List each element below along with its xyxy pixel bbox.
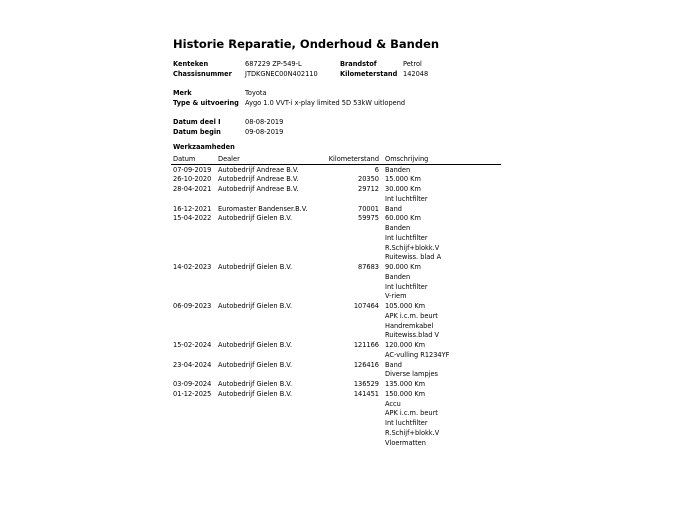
cell-dealer: Autobedrijf Andreae B.V. — [218, 165, 299, 174]
table-row — [0, 419, 685, 429]
datum-deel-value: 08-08-2019 — [245, 118, 284, 126]
table-row — [0, 331, 685, 341]
table-row — [0, 195, 685, 205]
cell-kilometerstand: 126416 — [353, 360, 379, 369]
table-row — [0, 429, 685, 439]
cell-omschrijving: Band — [385, 204, 402, 213]
cell-kilometerstand: 6 — [374, 165, 379, 174]
cell-datum: 23-04-2024 — [173, 360, 212, 369]
cell-datum: 03-09-2024 — [173, 380, 212, 388]
cell-omschrijving: 60.000 Km — [385, 214, 421, 223]
cell-datum: 26-10-2020 — [173, 175, 212, 184]
table-row — [0, 185, 685, 195]
table-row — [0, 361, 685, 371]
cell-omschrijving: Accu — [385, 399, 401, 408]
cell-omschrijving: Vloermatten — [385, 438, 426, 447]
merk-label: Merk — [173, 89, 192, 97]
cell-kilometerstand: 121166 — [353, 341, 379, 349]
cell-omschrijving: Handremkabel — [385, 321, 434, 330]
cell-omschrijving: Int luchtfilter — [385, 194, 428, 203]
table-row — [0, 400, 685, 410]
table-row — [0, 273, 685, 283]
cell-omschrijving: APK i.c.m. beurt — [385, 409, 438, 418]
cell-datum: 07-09-2019 — [173, 165, 212, 174]
cell-omschrijving: Diverse lampjes — [385, 370, 438, 379]
cell-kilometerstand: 107464 — [353, 302, 379, 310]
page-title: Historie Reparatie, Onderhoud & Banden — [173, 37, 440, 51]
brandstof-label: Brandstof — [340, 60, 377, 68]
table-row — [0, 234, 685, 244]
cell-kilometerstand: 87683 — [358, 263, 379, 271]
cell-dealer: Autobedrijf Gielen B.V. — [218, 263, 293, 271]
table-row — [0, 312, 685, 322]
cell-dealer: Autobedrijf Andreae B.V. — [218, 185, 299, 193]
cell-datum: 06-09-2023 — [173, 302, 212, 310]
cell-omschrijving: 15.000 Km — [385, 175, 421, 184]
cell-omschrijving: R.Schijf+blokk.V — [385, 428, 440, 437]
chassis-value: JTDKGNEC00N402110 — [245, 70, 318, 78]
header-kilometerstand: Kilometerstand — [328, 155, 379, 163]
table-row — [0, 166, 685, 176]
table-row — [0, 214, 685, 224]
cell-omschrijving: Int luchtfilter — [385, 282, 428, 291]
cell-datum: 14-02-2023 — [173, 263, 212, 271]
kenteken-label: Kenteken — [173, 60, 209, 68]
cell-omschrijving: AC-vulling R1234YF — [385, 350, 450, 359]
cell-omschrijving: 135.000 Km — [385, 380, 426, 388]
kenteken-value: 687229 ZP-549-L — [245, 60, 302, 68]
cell-dealer: Autobedrijf Gielen B.V. — [218, 302, 293, 310]
cell-kilometerstand: 136529 — [353, 380, 379, 388]
cell-omschrijving: Banden — [385, 165, 411, 174]
cell-omschrijving: Band — [385, 360, 402, 369]
kilometerstand-value: 142048 — [403, 70, 429, 78]
cell-omschrijving: Banden — [385, 224, 411, 232]
cell-omschrijving: R.Schijf+blokk.V — [385, 243, 440, 252]
cell-dealer: Euromaster Bandenser.B.V. — [218, 204, 308, 213]
chassis-label: Chassisnummer — [173, 70, 232, 78]
kilometerstand-label: Kilometerstand — [340, 70, 398, 78]
cell-omschrijving: APK i.c.m. beurt — [385, 311, 438, 320]
cell-kilometerstand: 141451 — [353, 389, 379, 398]
cell-omschrijving: 150.000 Km — [385, 389, 426, 398]
type-label: Type & uitvoering — [173, 99, 239, 107]
table-row — [0, 351, 685, 361]
cell-kilometerstand: 20350 — [358, 175, 379, 184]
table-row — [0, 224, 685, 234]
cell-omschrijving: Ruitewiss. blad A — [385, 253, 442, 262]
datum-deel-label: Datum deel I — [173, 118, 221, 126]
table-row — [0, 263, 685, 273]
cell-dealer: Autobedrijf Gielen B.V. — [218, 380, 293, 388]
table-row — [0, 341, 685, 351]
cell-kilometerstand: 59975 — [358, 214, 379, 223]
brandstof-value: Petrol — [403, 60, 422, 68]
table-row — [0, 292, 685, 302]
table-row — [0, 380, 685, 390]
table-row — [0, 175, 685, 185]
header-datum: Datum — [173, 155, 196, 163]
merk-value: Toyota — [245, 89, 267, 97]
table-row — [0, 283, 685, 293]
cell-datum: 28-04-2021 — [173, 185, 212, 193]
datum-begin-label: Datum begin — [173, 128, 221, 136]
header-dealer: Dealer — [218, 155, 240, 163]
table-row — [0, 253, 685, 263]
type-value: Aygo 1.0 VVT-i x-play limited 5D 53kW uitlopend — [245, 99, 406, 107]
datum-begin-value: 09-08-2019 — [245, 128, 284, 136]
header-omschrijving: Omschrijving — [385, 155, 429, 163]
cell-datum: 15-04-2022 — [173, 214, 212, 223]
cell-datum: 16-12-2021 — [173, 204, 212, 213]
table-header-rule — [171, 164, 501, 165]
cell-datum: 15-02-2024 — [173, 341, 212, 349]
cell-omschrijving: Int luchtfilter — [385, 419, 428, 427]
table-row — [0, 439, 685, 449]
cell-omschrijving: 30.000 Km — [385, 185, 421, 193]
cell-dealer: Autobedrijf Gielen B.V. — [218, 341, 293, 349]
cell-omschrijving: 120.000 Km — [385, 341, 426, 349]
cell-omschrijving: Ruitewiss.blad V — [385, 331, 439, 340]
cell-dealer: Autobedrijf Gielen B.V. — [218, 214, 293, 223]
werkzaamheden-title: Werkzaamheden — [173, 143, 235, 151]
table-row — [0, 322, 685, 332]
cell-datum: 01-12-2025 — [173, 389, 212, 398]
table-row — [0, 205, 685, 215]
cell-dealer: Autobedrijf Gielen B.V. — [218, 360, 293, 369]
cell-omschrijving: Banden — [385, 272, 411, 281]
table-row — [0, 302, 685, 312]
table-row — [0, 390, 685, 400]
table-row — [0, 409, 685, 419]
cell-omschrijving: Int luchtfilter — [385, 233, 428, 242]
cell-kilometerstand: 29712 — [358, 185, 379, 193]
cell-dealer: Autobedrijf Gielen B.V. — [218, 389, 293, 398]
table-row — [0, 370, 685, 380]
cell-omschrijving: V-riem — [385, 292, 407, 301]
cell-kilometerstand: 70001 — [358, 204, 379, 213]
cell-dealer: Autobedrijf Andreae B.V. — [218, 175, 299, 184]
cell-omschrijving: 105.000 Km — [385, 302, 426, 310]
cell-omschrijving: 90.000 Km — [385, 263, 421, 271]
table-row — [0, 244, 685, 254]
